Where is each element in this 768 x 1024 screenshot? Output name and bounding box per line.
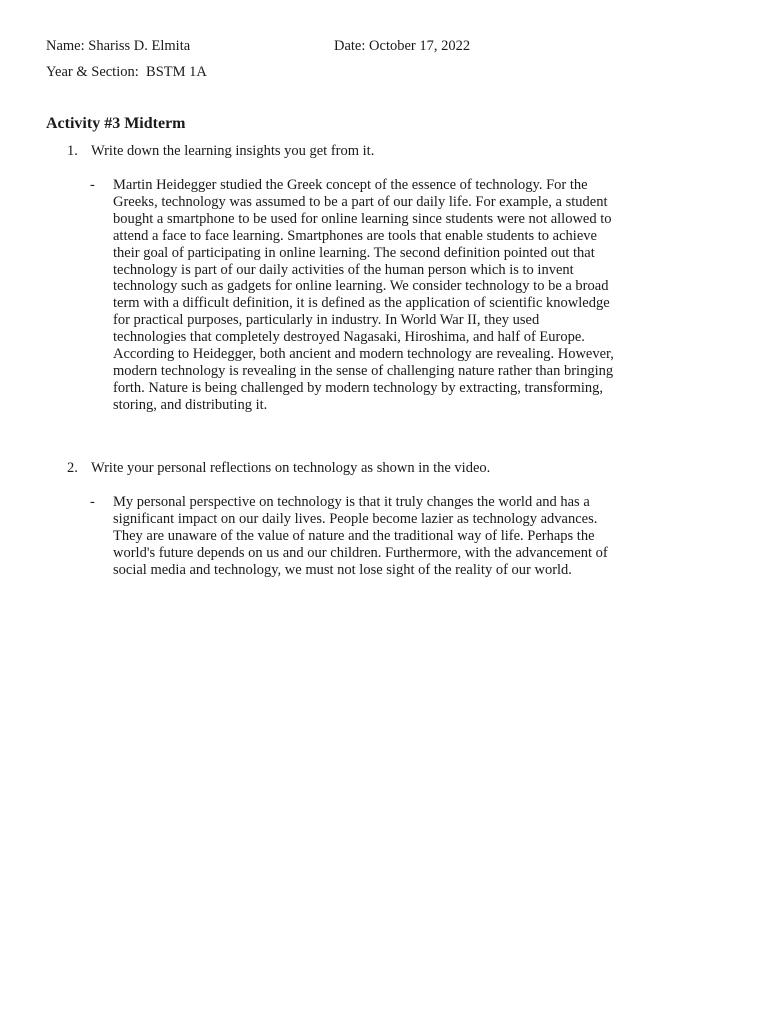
- answer-line: social media and technology, we must not lose sight of the reality of our world.: [113, 561, 572, 578]
- answer-line: technologies that completely destroyed Nagasaki, Hiroshima, and half of Europe.: [113, 329, 585, 346]
- answer-line: technology such as gadgets for online learning. We consider technology to be a broad: [113, 278, 609, 295]
- date-label: Date:: [334, 38, 366, 54]
- answer-line: My personal perspective on technology is that it truly changes the world and has a: [113, 494, 590, 510]
- answer-paragraph: [113, 494, 729, 579]
- question-number: 1.: [67, 143, 78, 159]
- question-number: 2.: [67, 460, 78, 476]
- answer-line: They are unaware of the value of nature and the traditional way of life. Perhaps the: [113, 527, 595, 544]
- answer-line: storing, and distributing it.: [113, 396, 268, 413]
- question-text: Write your personal reflections on technology as shown in the video.: [91, 460, 491, 476]
- question-text: Write down the learning insights you get from it.: [91, 143, 375, 159]
- question-2: [67, 459, 490, 477]
- answer-line: modern technology is revealing in the sense of challenging nature rather than bringing: [113, 362, 614, 379]
- answer-line: Martin Heidegger studied the Greek concept of the essence of technology. For the: [113, 177, 588, 193]
- answer-line: Greeks, technology was assumed to be a part of our daily life. For example, a student: [113, 193, 608, 210]
- answer-line: term with a difficult definition, it is defined as the application of scientific knowledge: [113, 295, 610, 312]
- activity-title: Activity #3 Midterm: [46, 115, 186, 132]
- answer-2: [90, 494, 730, 594]
- answer-line: world's future depends on us and our children. Furthermore, with the advancement of: [113, 544, 608, 561]
- answer-line: attend a face to face learning. Smartphones are tools that enable students to achieve: [113, 227, 597, 244]
- year-section-value: BSTM 1A: [146, 64, 207, 80]
- answer-line: for practical purposes, particularly in industry. In World War II, they used: [113, 312, 540, 329]
- answer-line: technology is part of our daily activities of the human person which is to invent: [113, 261, 574, 278]
- answer-line: forth. Nature is being challenged by modern technology by extracting, transforming,: [113, 379, 604, 396]
- bullet-dash: -: [90, 177, 95, 193]
- answer-line: bought a smartphone to be used for online learning since students were not allowed to: [113, 210, 612, 227]
- date-value: October 17, 2022: [369, 38, 471, 54]
- answer-line: significant impact on our daily lives. People become lazier as technology advances.: [113, 510, 598, 527]
- year-section-field: [46, 63, 207, 81]
- answer-line: According to Heidegger, both ancient and modern technology are revealing. However,: [113, 346, 614, 363]
- year-section-label: Year & Section:: [46, 64, 139, 80]
- answer-paragraph: [113, 177, 729, 414]
- name-label: Name:: [46, 38, 85, 54]
- name-field: [46, 37, 190, 55]
- question-1: [67, 142, 374, 160]
- name-value: Shariss D. Elmita: [88, 38, 191, 54]
- answer-line: their goal of participating in online learning. The second definition pointed out that: [113, 244, 595, 261]
- date-field: [334, 37, 470, 55]
- bullet-dash: -: [90, 494, 95, 510]
- answer-1: [90, 177, 730, 437]
